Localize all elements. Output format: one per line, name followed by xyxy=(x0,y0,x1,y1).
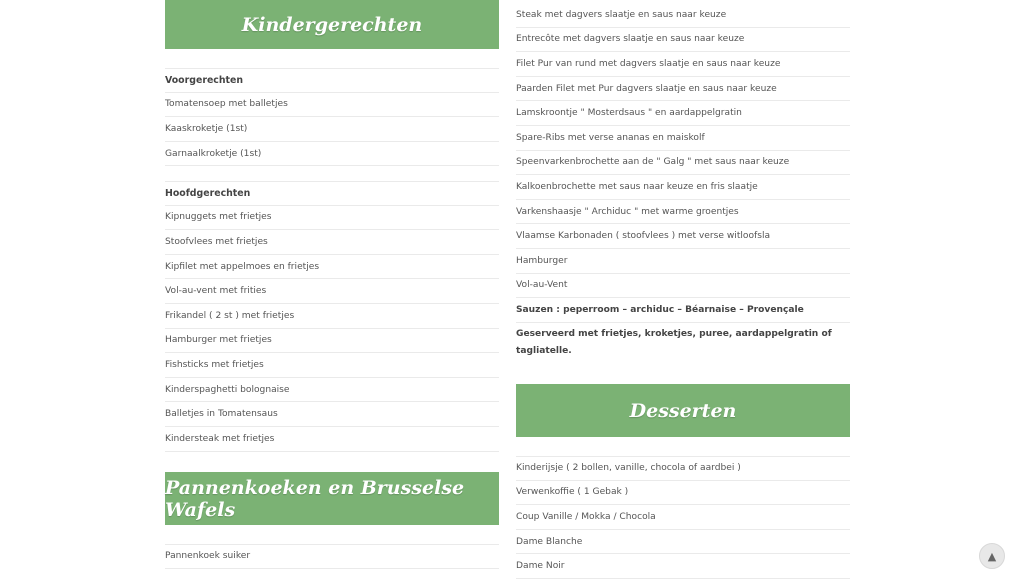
desserten-banner xyxy=(516,384,850,437)
menu-item: Vol-au-vent met frities xyxy=(165,279,499,304)
menu-item: Kipfilet met appelmoes en frietjes xyxy=(165,255,499,280)
menu-item: Dame Blanche xyxy=(516,530,850,555)
hoofdgerechten-volwassenen-list xyxy=(516,3,850,364)
menu-item: Varkenshaasje " Archiduc " met warme groentjes xyxy=(516,200,850,225)
menu-item: Kalkoenbrochette met saus naar keuze en fris slaatje xyxy=(516,175,850,200)
menu-item: Balletjes in Tomatensaus xyxy=(165,402,499,427)
pannenkoeken-list xyxy=(165,544,499,569)
pannenkoeken-title: Pannenkoeken en Brusselse Wafels xyxy=(165,476,465,521)
kindergerechten-banner xyxy=(165,0,499,49)
geserveerd-note: Geserveerd met frietjes, kroketjes, puree, aardappelgratin of tagliatelle. xyxy=(516,328,832,356)
scroll-to-top-button[interactable] xyxy=(979,543,1005,569)
desserten-list xyxy=(516,456,850,579)
menu-item: Frikandel ( 2 st ) met frietjes xyxy=(165,304,499,329)
menu-item: Lamskroontje " Mosterdsaus " en aardappelgratin xyxy=(516,101,850,126)
sauzen-note: Sauzen : peperroom – archiduc – Béarnaise – Provençale xyxy=(516,298,850,323)
menu-item: Hamburger xyxy=(516,249,850,274)
hoofdgerechten-list xyxy=(165,181,499,452)
menu-item: Entrecôte met dagvers slaatje en saus naar keuze xyxy=(516,28,850,53)
menu-item: Kipnuggets met frietjes xyxy=(165,206,499,231)
menu-item: Steak met dagvers slaatje en saus naar keuze xyxy=(516,3,850,28)
menu-item: Kinderijsje ( 2 bollen, vanille, chocola of aardbei ) xyxy=(516,456,850,481)
desserten-title: Desserten xyxy=(629,399,737,422)
voorgerechten-list xyxy=(165,68,499,166)
menu-item: Tomatensoep met balletjes xyxy=(165,93,499,118)
menu-item: Filet Pur van rund met dagvers slaatje en saus naar keuze xyxy=(516,52,850,77)
menu-item: Pannenkoek suiker xyxy=(165,544,499,569)
menu-item: Vol-au-Vent xyxy=(516,274,850,299)
pannenkoeken-banner xyxy=(165,472,499,525)
menu-item: Hamburger met frietjes xyxy=(165,329,499,354)
menu-item: Speenvarkenbrochette aan de " Galg " met saus naar keuze xyxy=(516,151,850,176)
menu-item: Fishsticks met frietjes xyxy=(165,353,499,378)
menu-item: Kindersteak met frietjes xyxy=(165,427,499,452)
menu-item: Stoofvlees met frietjes xyxy=(165,230,499,255)
menu-item: Kaaskroketje (1st) xyxy=(165,117,499,142)
menu-item: Garnaalkroketje (1st) xyxy=(165,142,499,167)
hoofdgerechten-heading: Hoofdgerechten xyxy=(165,181,499,206)
menu-item: Kinderspaghetti bolognaise xyxy=(165,378,499,403)
menu-item: Paarden Filet met Pur dagvers slaatje en saus naar keuze xyxy=(516,77,850,102)
kindergerechten-title: Kindergerechten xyxy=(241,13,423,36)
menu-item: Spare-Ribs met verse ananas en maiskolf xyxy=(516,126,850,151)
menu-item: Vlaamse Karbonaden ( stoofvlees ) met verse witloofsla xyxy=(516,224,850,249)
menu-item: Verwenkoffie ( 1 Gebak ) xyxy=(516,481,850,506)
chevron-up-icon: ▲ xyxy=(987,549,997,563)
voorgerechten-heading: Voorgerechten xyxy=(165,68,499,93)
menu-item: Dame Noir xyxy=(516,554,850,579)
menu-item: Coup Vanille / Mokka / Chocola xyxy=(516,505,850,530)
